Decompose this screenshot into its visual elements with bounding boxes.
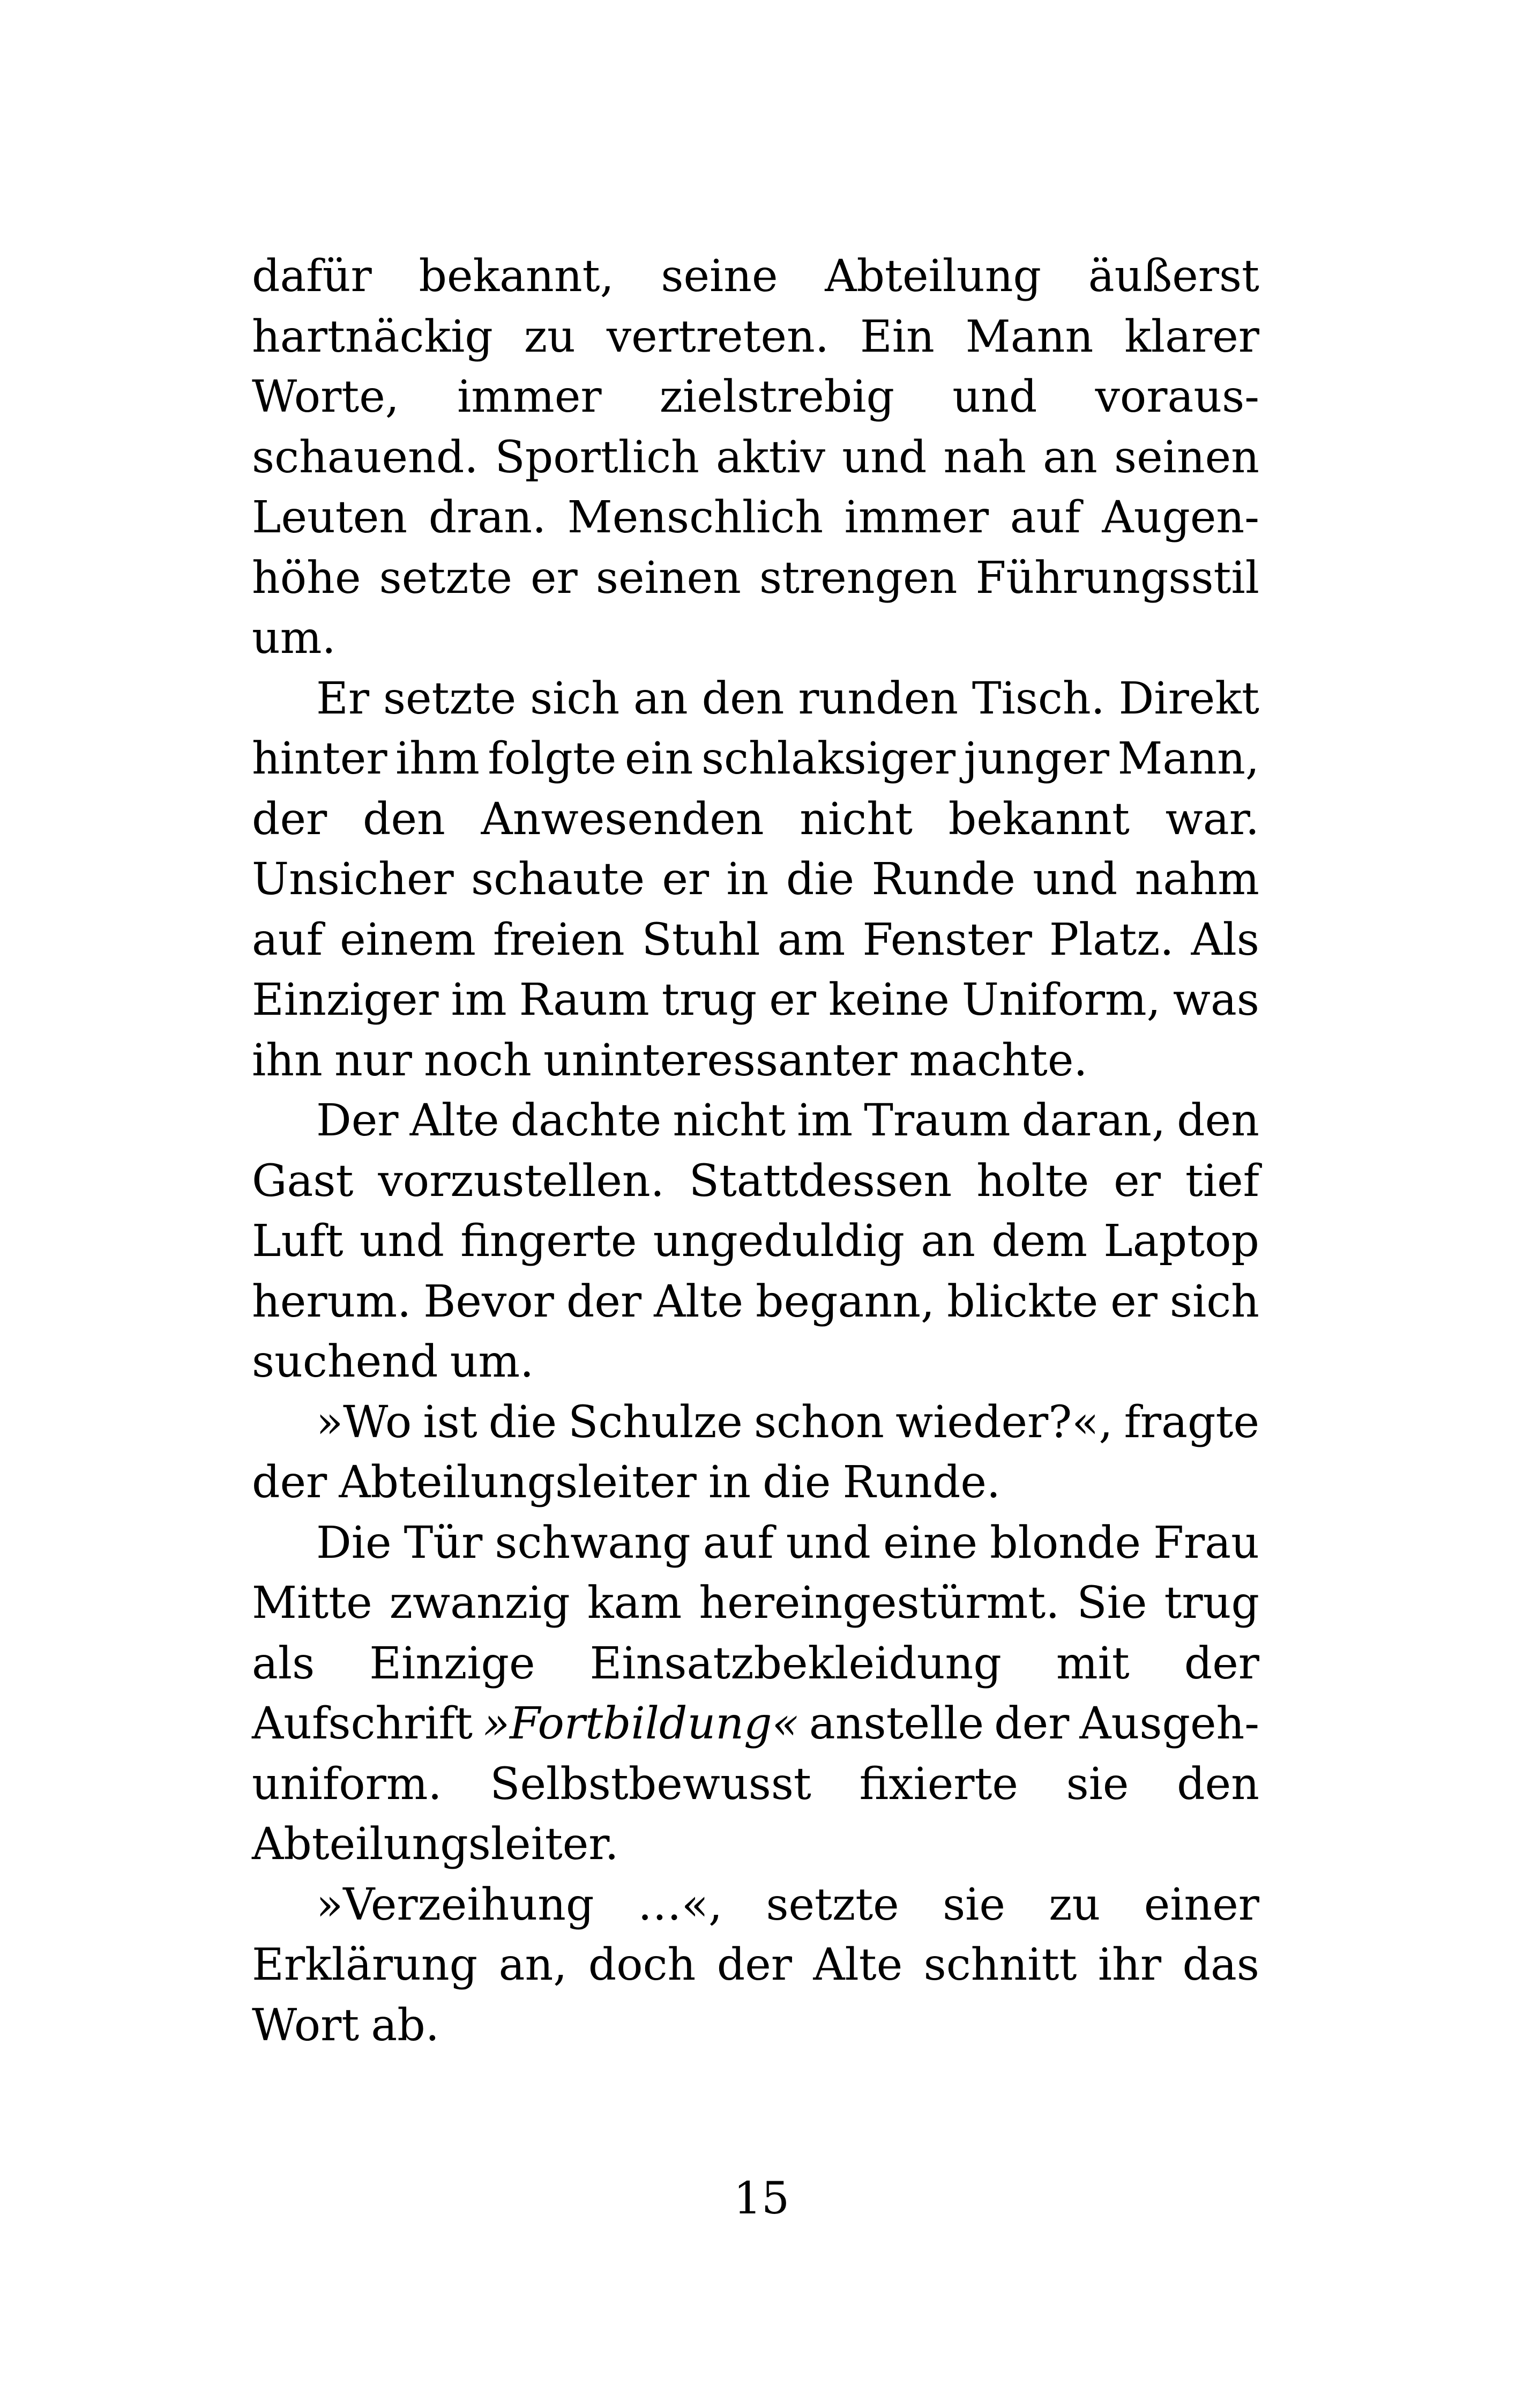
text-line: »Wo ist die Schulze schon wieder?«, fragte bbox=[316, 1396, 1259, 1448]
paragraph bbox=[252, 669, 1259, 1091]
text-line: Einziger im Raum trug er keine Uniform, was bbox=[252, 975, 1259, 1025]
text-line: Aufschrift »Fortbildung« anstelle der Ausgeh- bbox=[252, 1698, 1259, 1749]
text-line: Unsicher schaute er in die Runde und nahm bbox=[252, 854, 1259, 905]
text-line: Gast vorzustellen. Stattdessen holte er tief bbox=[252, 1155, 1259, 1207]
text-line: Mitte zwanzig kam hereingestürmt. Sie trug bbox=[252, 1578, 1259, 1629]
text-line: suchend um. bbox=[252, 1336, 534, 1387]
text-line: Er setzte sich an den runden Tisch. Direkt bbox=[316, 673, 1259, 724]
text-line: ihn nur noch uninteressanter machte. bbox=[252, 1035, 1088, 1086]
text-line: der den Anwesenden nicht bekannt war. bbox=[252, 793, 1259, 845]
text-line: auf einem freien Stuhl am Fenster Platz. Als bbox=[252, 914, 1259, 965]
text-line: Der Alte dachte nicht im Traum daran, den bbox=[316, 1095, 1259, 1146]
text-line: herum. Bevor der Alte begann, blickte er sich bbox=[252, 1276, 1259, 1327]
text-line: schauend. Sportlich aktiv und nah an seinen bbox=[252, 432, 1259, 483]
text-line: Worte, immer zielstrebig und voraus- bbox=[252, 371, 1259, 422]
text-line: Erklärung an, doch der Alte schnitt ihr das bbox=[252, 1939, 1259, 1990]
paragraph bbox=[252, 1393, 1259, 1513]
text-line: um. bbox=[252, 613, 336, 664]
text-line: hinter ihm folgte ein schlaksiger junger Mann, bbox=[252, 733, 1259, 784]
text-line: Wort ab. bbox=[252, 2000, 439, 2051]
page-number: 15 bbox=[733, 2173, 790, 2224]
text-line: höhe setzte er seinen strengen Führungsstil bbox=[252, 552, 1259, 604]
text-line: »Verzeihung …«, setzte sie zu einer bbox=[316, 1879, 1259, 1930]
text-line: Die Tür schwang auf und eine blonde Frau bbox=[316, 1517, 1259, 1569]
text-line: hartnäckig zu vertreten. Ein Mann klarer bbox=[252, 311, 1259, 362]
text-line: uniform. Selbstbewusst fixierte sie den bbox=[252, 1758, 1259, 1810]
text-line: Abteilungsleiter. bbox=[252, 1819, 619, 1870]
text-line: Luft und fingerte ungeduldig an dem Laptop bbox=[252, 1216, 1259, 1267]
paragraph bbox=[252, 1875, 1259, 2056]
text-line: als Einzige Einsatzbekleidung mit der bbox=[252, 1638, 1259, 1689]
text-line: Leuten dran. Menschlich immer auf Augen- bbox=[252, 492, 1259, 543]
body-text bbox=[252, 247, 1259, 2056]
text-line: dafür bekannt, seine Abteilung äußerst bbox=[252, 251, 1259, 302]
paragraph bbox=[252, 247, 1259, 669]
paragraph bbox=[252, 1513, 1259, 1875]
text-line: der Abteilungsleiter in die Runde. bbox=[252, 1457, 1001, 1508]
paragraph bbox=[252, 1091, 1259, 1393]
